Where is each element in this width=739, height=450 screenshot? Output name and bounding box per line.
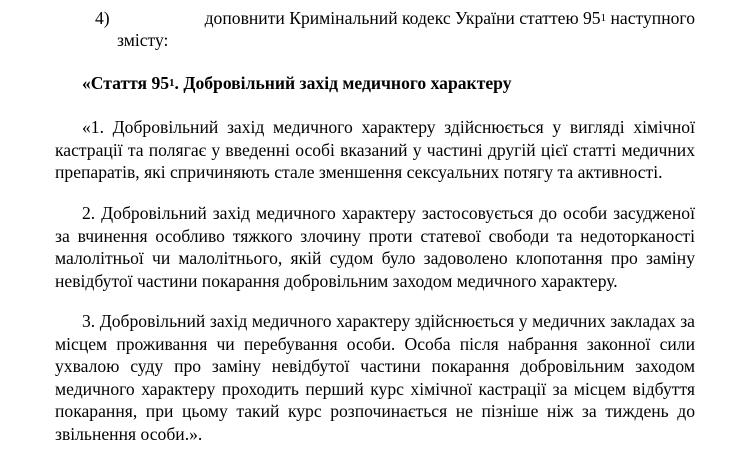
item-text [205,7,695,29]
amendment-item-line [95,7,695,29]
document-page [55,0,695,450]
article-heading-superscript: 1 [169,77,175,89]
item-text-tail: наступного [606,8,695,28]
article-paragraph-3: 3. Добровільний захід медичного характеру здійснюється у медичних закладах за місцем проживання чи перебування особи. Особа після набрання законної сили ухвалою суду про заміну невідбутої частини покарання добровільним заходом медичного характеру проходить перший курс хімічної кастрації за місцем відбуття покарання, при цьому такий курс розпочинається не пізніше ніж за тиждень до звільнення особи.». [55,311,695,444]
article-heading-title: . Добровільний захід медичного характеру [174,73,512,93]
item-number: 4) [95,8,110,28]
article-heading [82,72,512,94]
article-heading-prefix: «Стаття 95 [82,73,170,93]
item-superscript: 1 [600,12,607,24]
article-paragraph-2: 2. Добровільний захід медичного характеру застосовується до особи засудженої за вчинення особливо тяжкого злочину проти статевої свободи та недоторканості малолітньої чи малолітнього, якій судом було задоволено клопотання про заміну невідбутої частини покарання добровільним заходом медичного характеру. [55,203,695,291]
article-paragraph-1: «1. Добровільний захід медичного характеру здійснюється у вигляді хімічної кастрації та полягає у введенні особі вказаний у частині другій цієї статті медичних препаратів, які спричиняють стале зменшення сексуальних потягу та активності. [55,117,695,183]
item-text-main: доповнити Кримінальний кодекс України статтею 95 [204,8,601,28]
amendment-item [95,7,695,51]
item-continuation: змісту: [117,30,169,50]
